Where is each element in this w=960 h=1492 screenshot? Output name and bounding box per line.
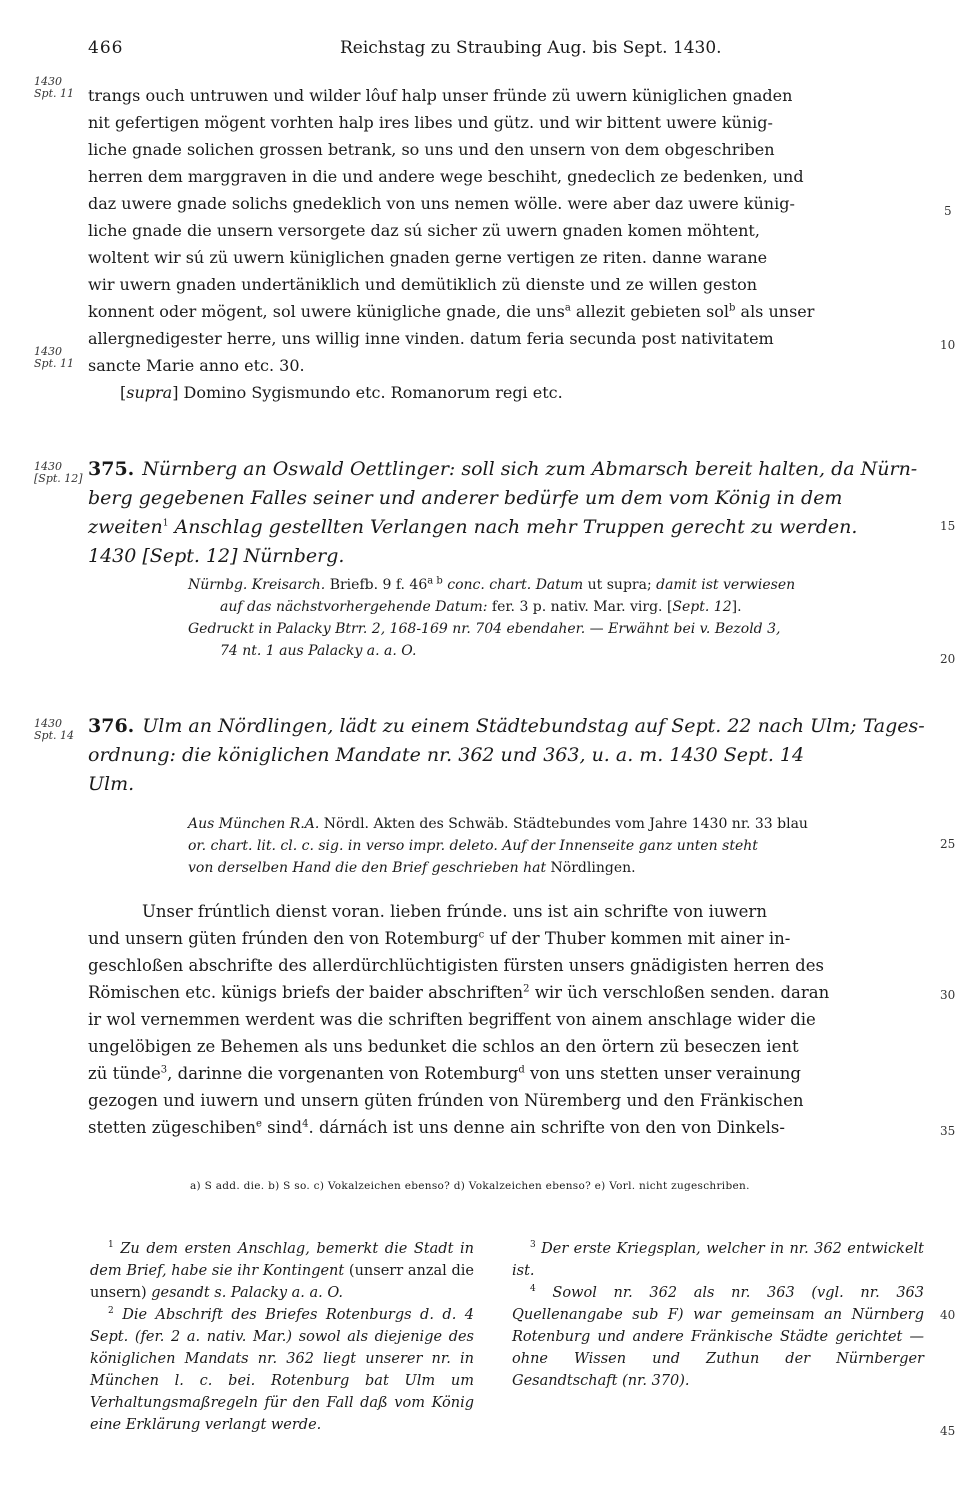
line-number: 35: [940, 1124, 956, 1138]
text-line: allergnedigester herre, uns willig inne vinden. datum feria secunda post nativitatem: [88, 329, 774, 348]
running-title: Reichstag zu Straubing Aug. bis Sept. 1430.: [340, 38, 722, 58]
text-line: woltent wir sú zü uwern küniglichen gnaden gerne vertigen ze riten. danne warane: [88, 248, 768, 267]
doc-376-source-note: Aus München R.A. Nördl. Akten des Schwäb. Städtebundes vom Jahre 1430 nr. 33 blau or. chart. lit. cl. c. sig. in verso impr. deleto. Auf der Innenseite ganz unten steht von derselben Hand die den Brief geschrieben hat Nördlingen.: [188, 816, 808, 876]
text-line: konnent oder mögent, sol uwere küniglіche gnade, die uns$^a$ allezit gebieten sol$^b$ als unser: [88, 302, 815, 321]
variant-marker: a: [564, 302, 571, 314]
text-line: liche gnade solichen grossen betrank, so uns und den unsern von dem obgeschriben: [88, 140, 775, 159]
line-number: 5: [944, 204, 952, 218]
doc-375-source-note: Nürnbg. Kreisarch. Briefb. 9 f. $46^{a b}$ conc. chart. Datum ut supra; damit ist verwiesen auf das nächstvorhergehende Datum: fer. 3 p. nativ. Mar. virg. [Sept. 12]. Gedruckt in Palacky Btrr. 2, 168-169 nr. 704 ebendaher. — Erwähnt bei v. Bezold 3, 74 nt. 1 aus Palacky a. a. O.: [188, 575, 796, 659]
footnotes-left: [90, 1238, 474, 1436]
doc-376-text: Unser frúntlich dienst voran. lieben frúnde. uns ist ain schrifte von iuwern und unsern güten frúnden den von Rotemburg$^c$ uf der Thuber kommen mit ainer in- geschloßen abschrifte des allerdürchlüchtigisten fürsten unsers gnädigisten herren des Römischen etc. künigs briefs der baider abschriften$^2$ wir üch verschloßen senden. daran ir wol vernemmen werdent was die schriften begriffent von ainem anschlage wider die ungelöbigen ze Behemen als uns bedunket die schlos an den örtern zü beseczen ient zü tünde$^3$, darinne die vorgenanten von Rotemburg$^d$ von uns stetten unser verainung gezogen und iuwern und unsern güten frúnden von Nüremberg und den Fränkischen stetten zügeschiben$^e$ sind$^4$. dárnách ist uns denne ain schrifte von den von Dinkels-: [88, 902, 830, 1137]
margin-date: 1430 Spt. 11: [34, 345, 74, 370]
footnote: $^4$ Sowol nr. 362 als nr. 363 (vgl. nr. 363 Quellenangabe sub F) war gemeinsam an Nürnberg Rotenburg und andere Fränkische Städte gerichtet — ohne Wissen und Zuthun der Nürnberger Gesandtschaft (nr. 370).: [512, 1284, 924, 1389]
footnote: $^3$ Der erste Kriegsplan, welcher in nr. 362 entwickelt ist.: [512, 1240, 924, 1279]
text-line: herren dem marggraven in die und andere wege beschiht, gnedeclich ze bedenken, und: [88, 167, 804, 186]
text-line: sancte Marie anno etc. 30.: [88, 356, 305, 375]
doc-number: 375.: [88, 458, 135, 480]
footnote: $^2$ Die Abschrift des Briefes Rotenburgs d. d. 4 Sept. (fer. 2 a. nativ. Mar.) sowol als diejenige des königlichen Mandats nr. 362 liegt unserer nr. in München l. c. bei. Rotenburg bat Ulm um Verhaltungsmaßregeln für den Fall daß vom König eine Erklärung verlangt werde.: [90, 1306, 475, 1433]
doc-375-headline: 375. Nürnberg an Oswald Oettlinger: soll sich zum Abmarsch bereit halten, da Nürn- berg gegebenen Falles seiner und anderer bedürfe um dem vom König in dem zweiten$^1$ Anschlag gestellten Verlangen nach mehr Truppen gerecht zu werden. 1430 [Sept. 12] Nürnberg.: [88, 458, 918, 567]
line-number: 45: [940, 1424, 956, 1438]
margin-date: 1430 Spt. 14: [34, 717, 74, 742]
line-number: 30: [940, 988, 956, 1002]
variant-marker: b: [729, 302, 736, 314]
line-number: 25: [940, 837, 956, 851]
variant-apparatus: a) S add. die. b) S so. c) Vokalzeichen ebenso? d) Vokalzeichen ebenso? e) Vorl. nicht zugeschriben.: [190, 1180, 750, 1192]
line-number: 15: [940, 519, 956, 533]
doc-number: 376.: [88, 715, 135, 737]
text-line: daz uwere gnade solichs gnedeklich von uns nemen wölle. were aber daz uwere künig-: [88, 194, 795, 213]
running-header: [88, 38, 920, 62]
line-number: 10: [940, 338, 956, 352]
address-line: [supra] Domino Sygismundo etc. Romanorum regi etc.: [120, 383, 563, 402]
margin-date: 1430 Spt. 11: [34, 75, 74, 100]
margin-date: 1430 [Spt. 12]: [34, 460, 83, 485]
doc-376-headline: 376. Ulm an Nördlingen, lädt zu einem Städtebundstag auf Sept. 22 nach Ulm; Tages- ordnung: die königlichen Mandate nr. 362 und 363, u. a. m. 1430 Sept. 14 Ulm.: [88, 715, 925, 795]
text-line: nit gefertigen mögent vorhten halp ires libes und gütz. und wir bittent uwere künig-: [88, 113, 773, 132]
text-line: wir uwern gnaden undertänіklich und demütiklich zü dienste und ze willen geston: [88, 275, 758, 294]
page-number: 466: [88, 38, 124, 58]
footnote-marker: 1: [162, 518, 169, 529]
text-line: liche gnade die unsern versorgete daz sú sicher zü uwern gnaden komen möhtent,: [88, 221, 760, 240]
footnote: $^1$ Zu dem ersten Anschlag, bemerkt die Stadt in dem Brief, habe sie ihr Kontingent (unserr anzal die unsern) gesandt s. Palacky a. a. O.: [90, 1240, 475, 1301]
line-number: 40: [940, 1308, 956, 1322]
letter-end-text: [88, 82, 930, 406]
footnotes-right: [512, 1238, 924, 1392]
line-number: 20: [940, 652, 956, 666]
text-line: trangs ouch untruwen und wilder lôuf halp unser fründe zü uwern küniglichen gnaden: [88, 86, 793, 105]
